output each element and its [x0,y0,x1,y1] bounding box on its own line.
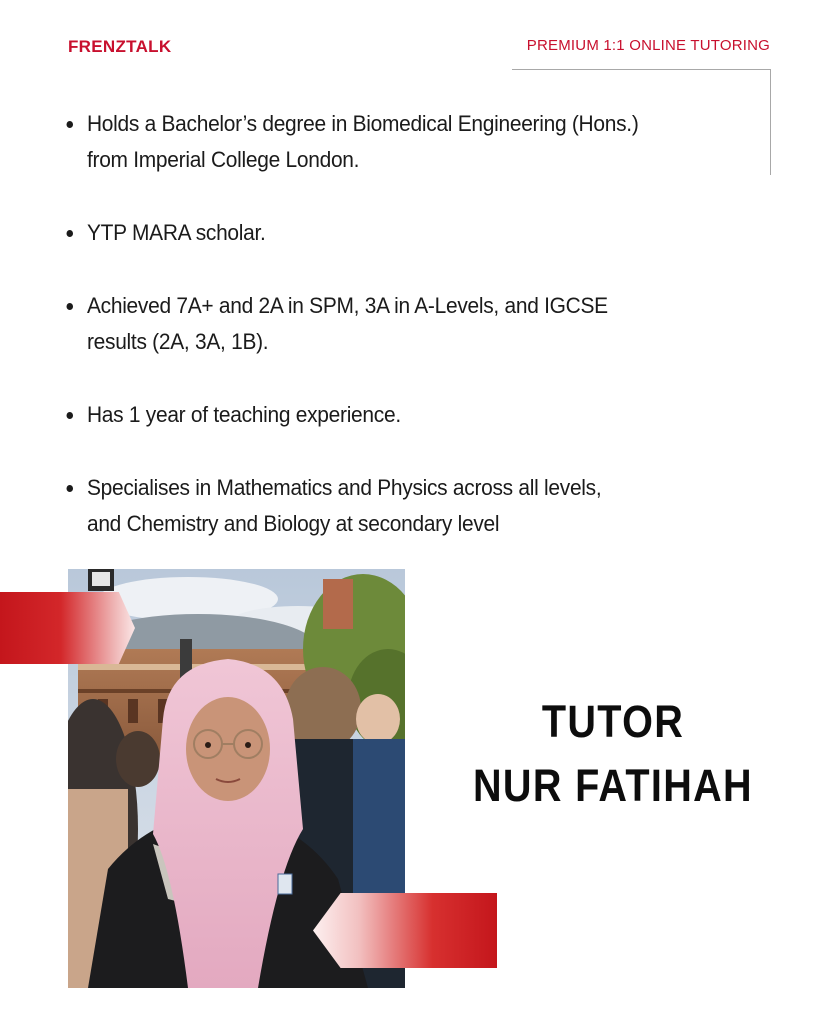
tutor-label: TUTOR [541,696,685,747]
qualification-line: YTP MARA scholar. [86,220,266,245]
tutor-name: NUR FATIHAH [473,760,753,811]
list-item [60,106,702,178]
qualifications-list [60,106,750,542]
tutor-title [420,690,806,818]
qualification-line: results (2A, 3A, 1B). [86,329,269,354]
list-item [60,215,702,251]
qualification-line: Achieved 7A+ and 2A in SPM, 3A in A-Levels, and IGCSE [86,293,608,318]
list-item [60,288,702,360]
brand-name: FRENZTALK [68,37,172,56]
header-tagline: PREMIUM 1:1 ONLINE TUTORING [526,37,770,54]
decorative-ribbon-right [313,893,497,968]
qualification-line: Specialises in Mathematics and Physics across all levels, [86,475,602,500]
qualification-line: Has 1 year of teaching experience. [86,402,401,427]
list-item [60,397,702,433]
list-item [60,470,702,542]
qualification-line: and Chemistry and Biology at secondary level [86,511,500,536]
qualification-line: Holds a Bachelor’s degree in Biomedical Engineering (Hons.) [86,111,639,136]
decorative-ribbon-left [0,592,135,664]
qualification-line: from Imperial College London. [86,147,360,172]
